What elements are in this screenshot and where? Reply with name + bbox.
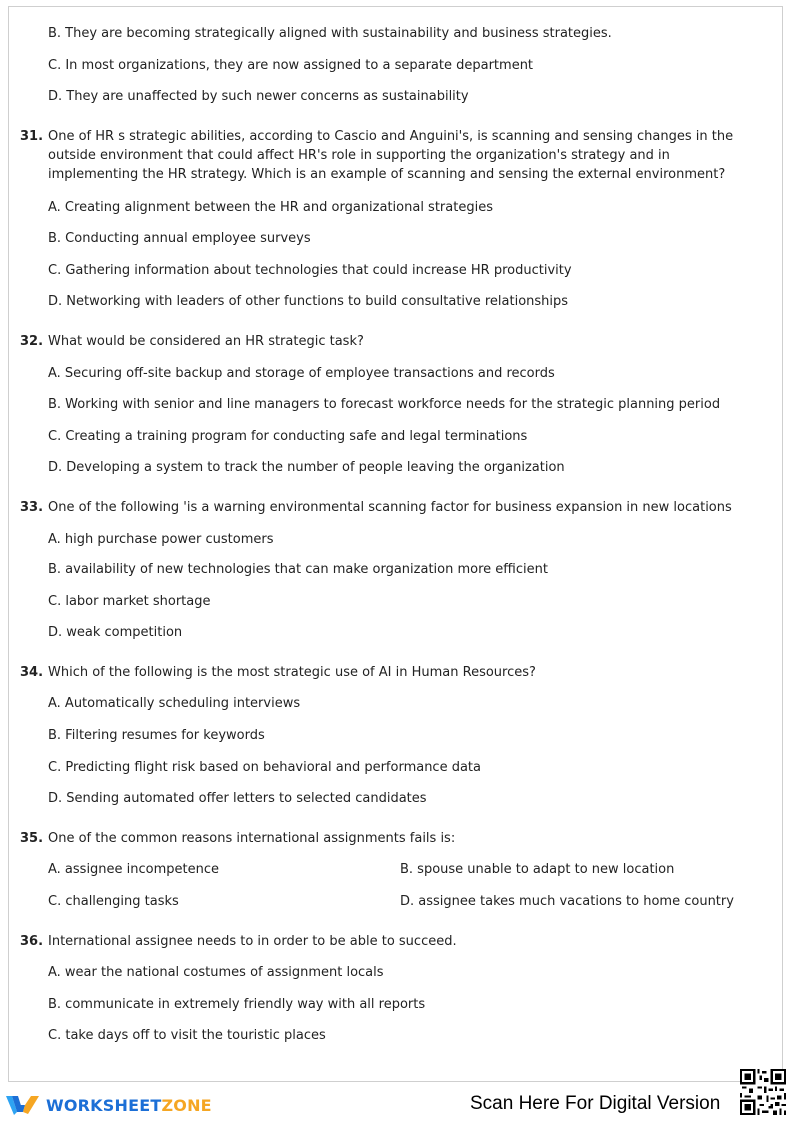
question-35-number: 35.	[20, 831, 44, 846]
prev-option-c[interactable]: C. In most organizations, they are now assigned to a separate department	[48, 58, 534, 73]
question-31-text: One of HR s strategic abilities, according to Cascio and Anguini's, is scanning and sensing changes in the outside environment that could affect HR's role in supporting the organization's strategy and in implementing the HR strategy. Which is an example of scanning and sensing the external environment?	[48, 129, 734, 182]
question-32-option-d[interactable]: D. Developing a system to track the number of people leaving the organization	[48, 460, 565, 475]
prev-option-d[interactable]: D. They are unaffected by such newer concerns as sustainability	[48, 89, 469, 104]
scan-label: Scan Here For Digital Version	[470, 1093, 721, 1114]
question-36-option-c[interactable]: C. take days off to visit the touristic places	[48, 1028, 326, 1043]
question-36-number: 36.	[20, 934, 44, 949]
question-31-option-c[interactable]: C. Gathering information about technologies that could increase HR productivity	[48, 263, 572, 278]
question-33-text: One of the following 'is a warning environmental scanning factor for business expansion in new locations	[48, 500, 732, 515]
question-34-option-d[interactable]: D. Sending automated offer letters to selected candidates	[48, 791, 427, 806]
question-32-number: 32.	[20, 334, 44, 349]
question-33-number: 33.	[20, 500, 44, 515]
question-36-option-a[interactable]: A. wear the national costumes of assignment locals	[48, 965, 384, 980]
question-31-option-b[interactable]: B. Conducting annual employee surveys	[48, 231, 311, 246]
question-33-option-d[interactable]: D. weak competition	[48, 625, 183, 640]
qr-code-icon[interactable]	[740, 1069, 786, 1115]
worksheetzone-logo-icon	[6, 1093, 40, 1117]
question-35-option-d[interactable]: D. assignee takes much vacations to home country	[400, 894, 734, 909]
question-32-option-c[interactable]: C. Creating a training program for conducting safe and legal terminations	[48, 429, 528, 444]
question-32-option-b[interactable]: B. Working with senior and line managers to forecast workforce needs for the strategic planning period	[48, 397, 721, 412]
question-36-text: International assignee needs to in order to be able to succeed.	[48, 934, 457, 949]
brand-name	[46, 1096, 212, 1115]
question-31-option-a[interactable]: A. Creating alignment between the HR and organizational strategies	[48, 200, 493, 215]
question-35-option-c[interactable]: C. challenging tasks	[48, 894, 179, 909]
question-36-option-b[interactable]: B. communicate in extremely friendly way with all reports	[48, 997, 426, 1012]
question-34-option-b[interactable]: B. Filtering resumes for keywords	[48, 728, 265, 743]
question-35-text: One of the common reasons international assignments fails is:	[48, 831, 456, 846]
question-35-option-b[interactable]: B. spouse unable to adapt to new location	[400, 862, 675, 877]
question-32-option-a[interactable]: A. Securing off-site backup and storage of employee transactions and records	[48, 366, 555, 381]
question-34-number: 34.	[20, 665, 44, 680]
question-32-text: What would be considered an HR strategic task?	[48, 334, 364, 349]
brand-name-part2: ZONE	[161, 1095, 212, 1115]
question-31-option-d[interactable]: D. Networking with leaders of other functions to build consultative relationships	[48, 294, 569, 309]
question-33-option-a[interactable]: A. high purchase power customers	[48, 532, 274, 547]
brand-name-part1: WORKSHEET	[46, 1095, 162, 1115]
question-31-number: 31.	[20, 129, 44, 144]
question-34-option-c[interactable]: C. Predicting flight risk based on behavioral and performance data	[48, 760, 481, 775]
prev-option-b[interactable]: B. They are becoming strategically aligned with sustainability and business strategies.	[48, 26, 612, 41]
question-35-option-a[interactable]: A. assignee incompetence	[48, 862, 220, 877]
question-34-option-a[interactable]: A. Automatically scheduling interviews	[48, 696, 301, 711]
brand-logo[interactable]	[6, 1092, 212, 1118]
question-33-option-b[interactable]: B. availability of new technologies that can make organization more efficient	[48, 562, 548, 577]
question-34-text: Which of the following is the most strategic use of AI in Human Resources?	[48, 665, 536, 680]
question-33-option-c[interactable]: C. labor market shortage	[48, 594, 211, 609]
